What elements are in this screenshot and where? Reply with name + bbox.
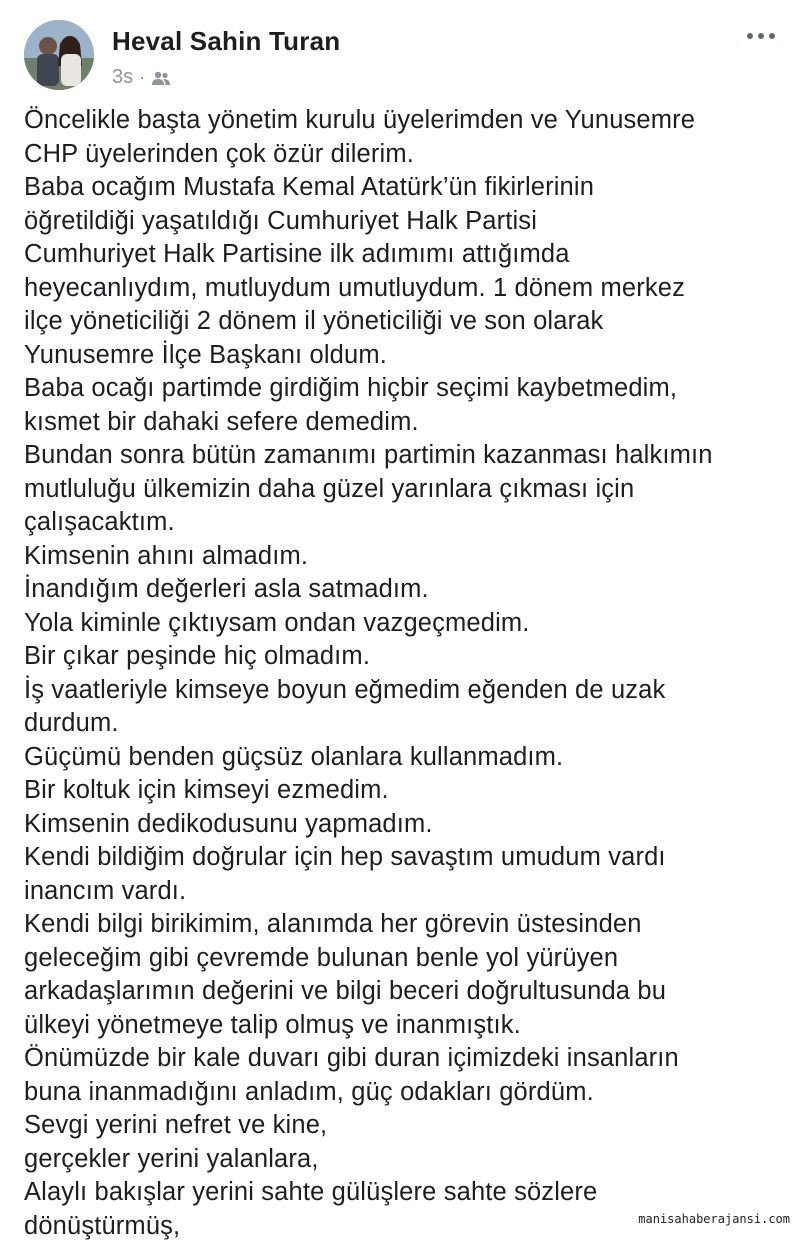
post-line: Alaylı bakışlar yerini sahte gülüşlere sahte sözlere <box>24 1176 784 1210</box>
post-line: kısmet bir dahaki sefere demedim. <box>24 406 784 440</box>
post-line: ilçe yöneticiliği 2 dönem il yöneticiliği ve son olarak <box>24 305 784 339</box>
post-line: Sevgi yerini nefret ve kine, <box>24 1109 784 1143</box>
post-line: inancım vardı. <box>24 875 784 909</box>
post-meta <box>112 66 171 89</box>
watermark: manisahaberajansi.com <box>636 1211 792 1227</box>
post-line: Bundan sonra bütün zamanımı partimin kazanması halkımın <box>24 439 784 473</box>
post-line: ülkeyi yönetmeye talip olmuş ve inanmıştık. <box>24 1009 784 1043</box>
post-line: dönüştürmüş, <box>24 1210 784 1243</box>
post-line: Önümüzde bir kale duvarı gibi duran içimizdeki insanların <box>24 1042 784 1076</box>
avatar-photo-icon <box>24 20 94 90</box>
post-line: Kendi bilgi birikimim, alanımda her görevin üstesinden <box>24 908 784 942</box>
post-line: Baba ocağım Mustafa Kemal Atatürk’ün fikirlerinin <box>24 171 784 205</box>
more-dot <box>769 33 775 39</box>
author-name[interactable]: Heval Sahin Turan <box>112 26 340 57</box>
meta-separator: · <box>139 67 145 88</box>
post-line: buna inanmadığını anladım, güç odakları gördüm. <box>24 1076 784 1110</box>
post-time[interactable]: 3s <box>112 66 133 89</box>
post-line: mutluluğu ülkemizin daha güzel yarınlara çıkması için <box>24 473 784 507</box>
post-line: Kimsenin dedikodusunu yapmadım. <box>24 808 784 842</box>
post-line: heyecanlıydım, mutluydum umutluydum. 1 dönem merkez <box>24 272 784 306</box>
post-line: çalışacaktım. <box>24 506 784 540</box>
post-line: Kimsenin ahını almadım. <box>24 540 784 574</box>
friends-icon[interactable] <box>151 70 171 86</box>
post-line: arkadaşlarımın değerini ve bilgi beceri doğrultusunda bu <box>24 975 784 1009</box>
post-line: Öncelikle başta yönetim kurulu üyelerimden ve Yunusemre <box>24 104 784 138</box>
post-line: Yola kiminle çıktıysam ondan vazgeçmedim. <box>24 607 784 641</box>
post-text <box>24 104 784 1243</box>
post-line: Cumhuriyet Halk Partisine ilk adımımı attığımda <box>24 238 784 272</box>
post-line: Baba ocağı partimde girdiğim hiçbir seçimi kaybetmedim, <box>24 372 784 406</box>
post-line: CHP üyelerinden çok özür dilerim. <box>24 138 784 172</box>
post-line: Kendi bildiğim doğrular için hep savaştım umudum vardı <box>24 841 784 875</box>
more-dot <box>747 33 753 39</box>
more-dot <box>758 33 764 39</box>
post-line: İş vaatleriyle kimseye boyun eğmedim eğenden de uzak <box>24 674 784 708</box>
post-line: Bir çıkar peşinde hiç olmadım. <box>24 640 784 674</box>
post-line: İnandığım değerleri asla satmadım. <box>24 573 784 607</box>
post-line: Bir koltuk için kimseyi ezmedim. <box>24 774 784 808</box>
post-line: öğretildiği yaşatıldığı Cumhuriyet Halk Partisi <box>24 205 784 239</box>
post-line: gerçekler yerini yalanlara, <box>24 1143 784 1177</box>
post-line: geleceğim gibi çevremde bulunan benle yol yürüyen <box>24 942 784 976</box>
post-line: Güçümü benden güçsüz olanlara kullanmadım. <box>24 741 784 775</box>
post-header <box>20 14 785 94</box>
post-line: durdum. <box>24 707 784 741</box>
post-line: Yunusemre İlçe Başkanı oldum. <box>24 339 784 373</box>
more-options-icon[interactable] <box>737 24 785 48</box>
avatar[interactable] <box>24 20 94 90</box>
